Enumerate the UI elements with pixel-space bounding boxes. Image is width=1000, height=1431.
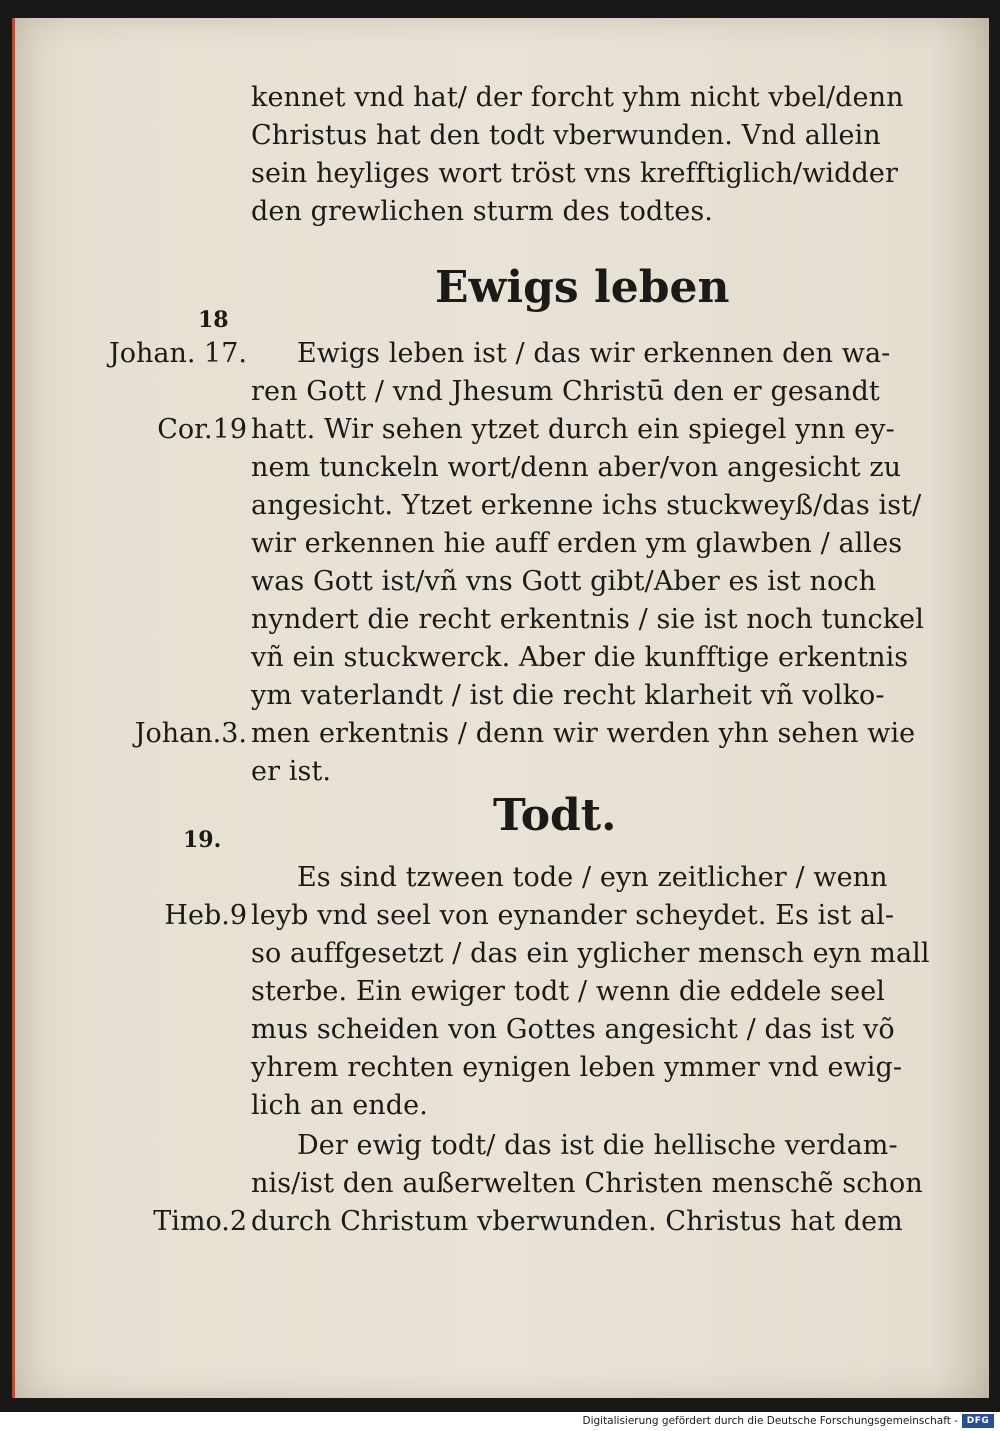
- section-number: 18: [198, 307, 229, 333]
- margin-note: Heb.9: [164, 900, 247, 931]
- body-line: nem tunckeln wort/denn aber/von angesicht zu: [251, 452, 902, 483]
- body-line: ym vaterlandt / ist die recht klarheit vñ volko-: [251, 680, 885, 711]
- body-line: nis/ist den außerwelten Christen menschẽ schon: [251, 1168, 923, 1199]
- section-heading: Ewigs leben: [435, 262, 730, 313]
- body-line: lich an ende.: [251, 1090, 428, 1121]
- body-line: leyb vnd seel von eynander scheydet. Es ist al-: [251, 900, 895, 931]
- margin-note: Johan.3.: [134, 718, 247, 749]
- margin-note: Timo.2: [153, 1206, 247, 1237]
- body-line: durch Christum vberwunden. Christus hat dem: [251, 1206, 903, 1237]
- section-heading: Todt.: [493, 790, 617, 841]
- body-line: sein heyliges wort tröst vns krefftiglich/widder: [251, 158, 898, 189]
- body-line: Es sind tzween tode / eyn zeitlicher / wenn: [297, 862, 888, 893]
- funding-credit: Digitalisierung gefördert durch die Deutsche Forschungsgemeinschaft -: [582, 1415, 958, 1427]
- body-line: er ist.: [251, 756, 332, 787]
- margin-note: Cor.19: [157, 414, 247, 445]
- body-line: hatt. Wir sehen ytzet durch ein spiegel ynn ey-: [251, 414, 895, 445]
- body-line: den grewlichen sturm des todtes.: [251, 196, 713, 227]
- body-line: Christus hat den todt vberwunden. Vnd allein: [251, 120, 881, 151]
- margin-note: Johan. 17.: [108, 338, 247, 369]
- body-line: Ewigs leben ist / das wir erkennen den wa-: [297, 338, 891, 369]
- body-line: kennet vnd hat/ der forcht yhm nicht vbel/denn: [251, 82, 904, 113]
- section-number: 19.: [183, 827, 222, 853]
- dfg-logo[interactable]: DFG: [962, 1414, 994, 1428]
- body-line: yhrem rechten eynigen leben ymmer vnd ewig-: [251, 1052, 903, 1083]
- body-line: nyndert die recht erkentnis / sie ist noch tunckel: [251, 604, 924, 635]
- body-line: wir erkennen hie auff erden ym glawben / alles: [251, 528, 903, 559]
- body-line: so auffgesetzt / das ein yglicher mensch eyn mall: [251, 938, 930, 969]
- footer-bar: [0, 1412, 1000, 1431]
- body-line: Der ewig todt/ das ist die hellische verdam-: [297, 1130, 898, 1161]
- body-line: vñ ein stuckwerck. Aber die kunfftige erkentnis: [251, 642, 909, 673]
- body-line: mus scheiden von Gottes angesicht / das ist võ: [251, 1014, 895, 1045]
- body-line: ren Gott / vnd Jhesum Christū den er gesandt: [251, 376, 880, 407]
- body-line: sterbe. Ein ewiger todt / wenn die eddele seel: [251, 976, 886, 1007]
- book-page: [12, 18, 989, 1398]
- body-line: angesicht. Ytzet erkenne ichs stuckweyß/das ist/: [251, 490, 922, 521]
- body-line: was Gott ist/vñ vns Gott gibt/Aber es ist noch: [251, 566, 877, 597]
- body-line: men erkentnis / denn wir werden yhn sehen wie: [251, 718, 916, 749]
